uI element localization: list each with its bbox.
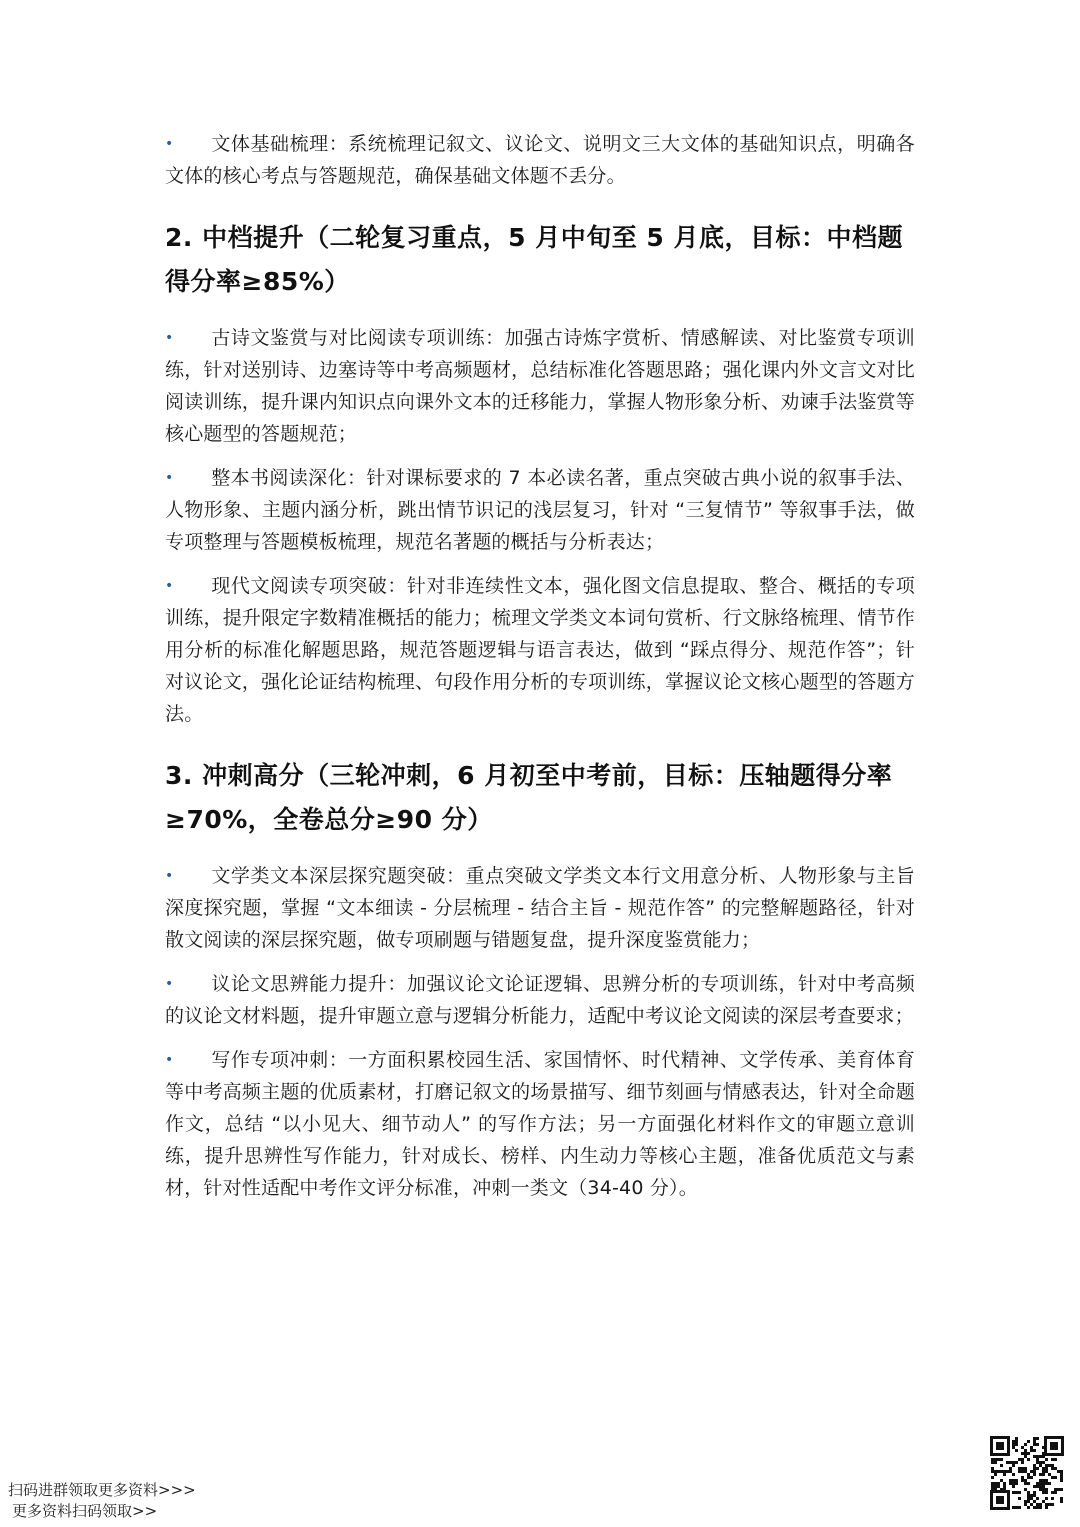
bullet-item [165, 462, 915, 558]
bullet-item [165, 128, 915, 192]
bullet-item [165, 1044, 915, 1204]
section-heading: 3. 冲刺高分（三轮冲刺，6 月初至中考前，目标：压轴题得分率≥70%，全卷总分≥90 分） [165, 761, 893, 834]
bullet-item [165, 570, 915, 730]
bullet-item-text: 文体基础梳理：系统梳理记叙文、议论文、说明文三大文体的基础知识点，明确各文体的核心考点与答题规范，确保基础文体题不丢分。 [165, 133, 915, 187]
bullet-item-text: 整本书阅读深化：针对课标要求的 7 本必读名著，重点突破古典小说的叙事手法、人物形象、主题内涵分析，跳出情节识记的浅层复习，针对 “三复情节” 等叙事手法，做专项整理与答题模板梳理，规范名著题的概括与分析表达； [165, 467, 915, 553]
bullet-icon: • [165, 1052, 174, 1068]
bullet-icon: • [165, 578, 174, 594]
document-body [165, 128, 915, 1216]
bullet-item-text: 议论文思辨能力提升：加强议论文论证逻辑、思辨分析的专项训练，针对中考高频的议论文材料题，提升审题立意与逻辑分析能力，适配中考议论文阅读的深层考查要求； [165, 973, 915, 1027]
bullet-item [165, 968, 915, 1032]
bullet-icon: • [165, 136, 174, 152]
bullet-icon: • [165, 868, 174, 884]
bullet-item-text: 现代文阅读专项突破：针对非连续性文本，强化图文信息提取、整合、概括的专项训练，提升限定字数精准概括的能力；梳理文学类文本词句赏析、行文脉络梳理、情节作用分析的标准化解题思路，规范答题逻辑与语言表达，做到 “踩点得分、规范作答”；针对议论文，强化论证结构梳理、句段作用分析的专项训练，掌握议论文核心题型的答题方法。 [165, 575, 915, 725]
bullet-icon: • [165, 976, 174, 992]
bullet-item-text: 文学类文本深层探究题突破：重点突破文学类文本行文用意分析、人物形象与主旨深度探究题，掌握 “文本细读 - 分层梳理 - 结合主旨 - 规范作答” 的完整解题路径，针对散文阅读的深层探究题，做专项刷题与错题复盘，提升深度鉴赏能力； [165, 865, 915, 951]
qr-code-icon[interactable] [988, 1434, 1066, 1512]
bullet-item [165, 322, 915, 450]
bullet-item-text: 古诗文鉴赏与对比阅读专项训练：加强古诗炼字赏析、情感解读、对比鉴赏专项训练，针对送别诗、边塞诗等中考高频题材，总结标准化答题思路；强化课内外文言文对比阅读训练，提升课内知识点向课外文本的迁移能力，掌握人物形象分析、劝谏手法鉴赏等核心题型的答题规范； [165, 327, 915, 445]
bullet-icon: • [165, 470, 174, 486]
bullet-item-text: 写作专项冲刺：一方面积累校园生活、家国情怀、时代精神、文学传承、美育体育等中考高频主题的优质素材，打磨记叙文的场景描写、细节刻画与情感表达，针对全命题作文，总结 “以小见大、细节动人” 的写作方法；另一方面强化材料作文的审题立意训练，提升思辨性写作能力，针对成长、榜样、内生动力等核心主题，准备优质范文与素材，针对性适配中考作文评分标准，冲刺一类文（34-40 分）。 [165, 1049, 915, 1199]
bullet-icon: • [165, 330, 174, 346]
bullet-item [165, 860, 915, 956]
section-heading: 2. 中档提升（二轮复习重点，5 月中旬至 5 月底，目标：中档题得分率≥85%） [165, 223, 903, 296]
footer-link-join-group[interactable]: 扫码进群领取更多资料>>> [8, 1481, 196, 1499]
footer-link-more-materials[interactable]: 更多资料扫码领取>> [12, 1502, 158, 1520]
